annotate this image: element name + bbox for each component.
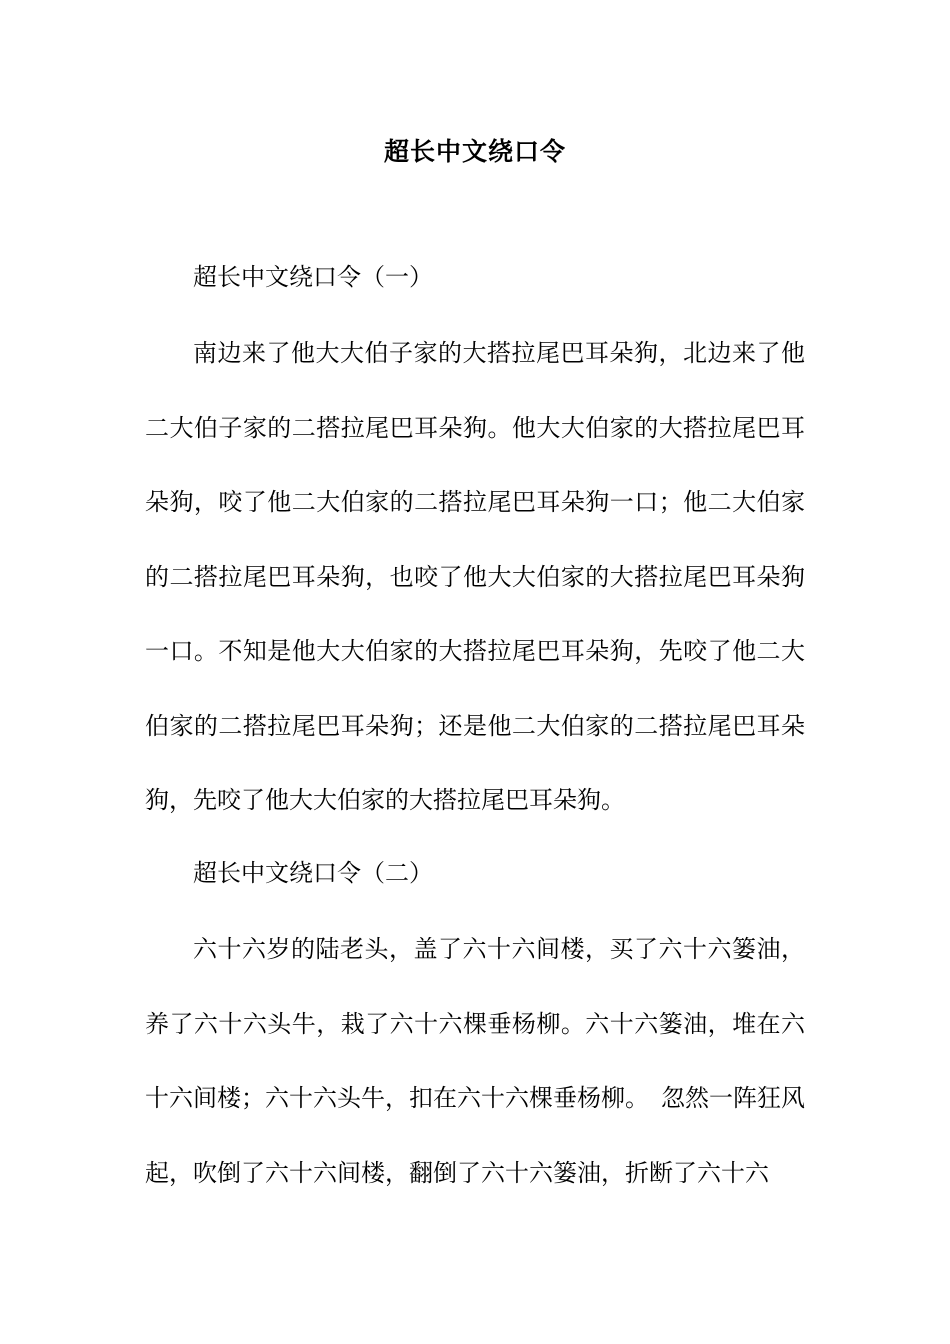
section-paragraph-2: 六十六岁的陆老头，盖了六十六间楼，买了六十六篓油，养了六十六头牛，栽了六十六棵垂杨柳。六十六篓油，堆在六十六间楼；六十六头牛，扣在六十六棵垂杨柳。 忽然一阵狂风起，吹倒了六十六间楼，翻倒了六十六篓油，折断了六十六 (145, 935, 805, 1187)
section-paragraph-1: 南边来了他大大伯子家的大搭拉尾巴耳朵狗，北边来了他二大伯子家的二搭拉尾巴耳朵狗。他大大伯家的大搭拉尾巴耳朵狗，咬了他二大伯家的二搭拉尾巴耳朵狗一口；他二大伯家的二搭拉尾巴耳朵狗，也咬了他大大伯家的大搭拉尾巴耳朵狗一口。不知是他大大伯家的大搭拉尾巴耳朵狗，先咬了他二大伯家的二搭拉尾巴耳朵狗；还是他二大伯家的二搭拉尾巴耳朵狗，先咬了他大大伯家的大搭拉尾巴耳朵狗。 (145, 339, 805, 814)
section-heading-2: 超长中文绕口令（二） (193, 859, 433, 887)
document-title: 超长中文绕口令 (383, 137, 566, 166)
section-heading-1: 超长中文绕口令（一） (193, 263, 433, 291)
